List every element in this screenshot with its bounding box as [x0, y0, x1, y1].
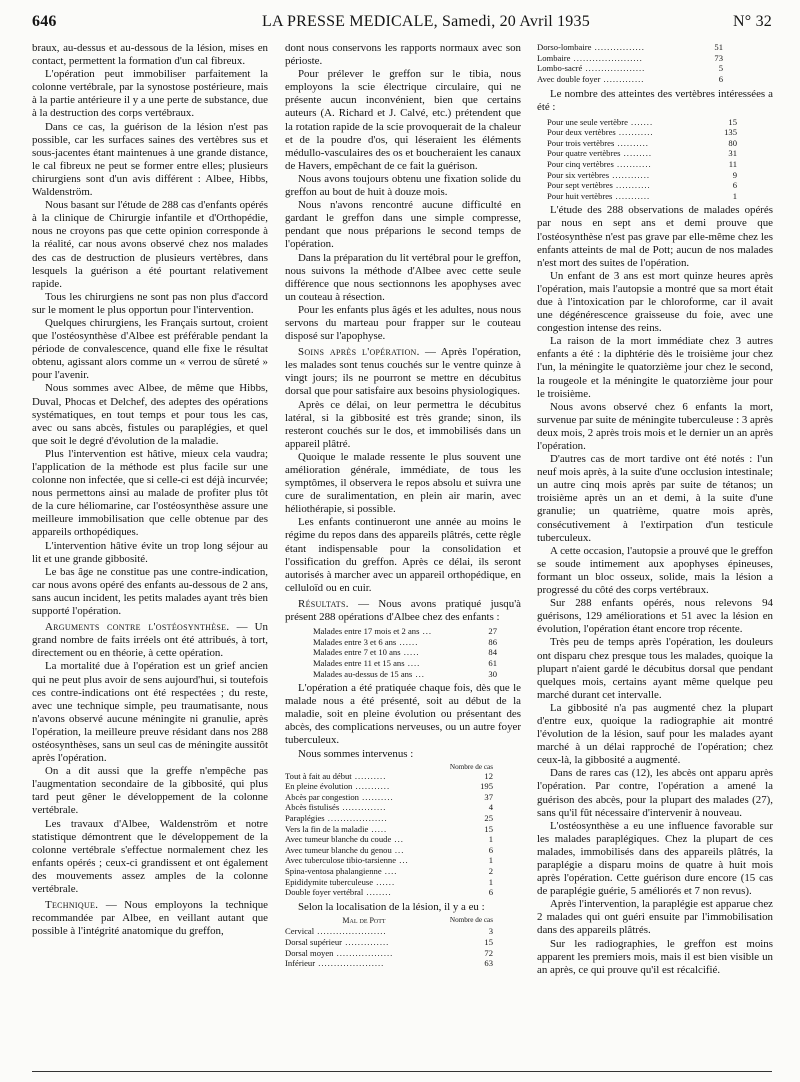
table-row [547, 191, 737, 202]
leader-dots: ...... [373, 876, 396, 887]
table-row [313, 637, 497, 648]
table-cell-value: 84 [488, 647, 497, 658]
table-cell-label [285, 845, 443, 856]
paragraph: Le bas âge ne constitue pas une contre-indication, car nous avons opéré des enfants au-dessous de 2 ans, sans aucun incident, les petits malades ayant très bien supporté l'opération. [32, 565, 268, 618]
table-cell-value: 195 [480, 781, 493, 792]
table-cell-value: 37 [484, 791, 493, 802]
table-header: Nombre de cas [449, 915, 493, 924]
paragraph: Nous sommes intervenus : [298, 747, 414, 760]
paragraph: Dans la préparation du lit vertébral pour le greffon, nous suivons la méthode d'Albee avec cette seule différence que nous sectionnons les apophyses avec un couteau à résection. [285, 251, 521, 303]
table-row [537, 53, 723, 64]
leader-dots: ..... [368, 823, 388, 834]
table-cell-label [313, 626, 485, 637]
row-label: Double foyer vertébral [285, 887, 364, 898]
page-header [32, 13, 772, 33]
table-row [285, 926, 493, 937]
table-cell-label [547, 159, 716, 170]
row-label: Dorsal supérieur [285, 937, 343, 948]
table-cell-value: 3 [488, 926, 493, 937]
table-row [547, 117, 737, 128]
table-cell-label [547, 148, 716, 159]
age-table [313, 626, 497, 679]
row-label: Pour quatre vertèbres [547, 148, 621, 159]
row-label: Pour cinq vertèbres [547, 158, 614, 169]
table-row [285, 802, 493, 813]
localisation-table [285, 916, 493, 969]
row-label: Pour huit vertèbres [547, 190, 613, 201]
row-label: Dorso-lombaire [537, 42, 592, 52]
table-cell-value: 5 [718, 63, 723, 74]
table-cell-value: 72 [484, 947, 493, 958]
table-row [547, 170, 737, 181]
row-label: Dorsal moyen [285, 947, 334, 958]
table-cell-value: 15 [484, 823, 493, 834]
table-cell-label [285, 792, 443, 803]
leader-dots: .............. [339, 802, 387, 813]
row-label: Inférieur [285, 958, 316, 969]
row-label: Pour une seule vertèbre [547, 116, 628, 127]
localisation-table-continued [537, 42, 723, 84]
issue-number: N° 32 [733, 13, 772, 30]
leader-dots: ...................... [570, 52, 643, 63]
paragraph: La gibbosité n'a pas augmenté chez la plupart d'entre eux, quoique la radiographie ait montré l'évolution de la lésion, sauf pour les malades ayant marché à un délai rapproché de l'opération; chez ceux-là, la gibbosité a augmenté. [537, 701, 773, 767]
column-left [32, 42, 268, 938]
table-row [285, 771, 493, 782]
paragraph-text: — Nous avons pratiqué jusqu'à présent 288 opérations d'Albee chez des enfants : [285, 597, 521, 624]
paragraph [32, 899, 268, 938]
paragraph: Après ce délai, on leur permettra le décubitus latéral, si la gibbosité est très grande; sinon, ils resteront couchés sur le dos, et immobilisés dans un appareil plâtré. [285, 398, 521, 450]
leader-dots: ........ [363, 887, 392, 898]
vertebrae-table [547, 117, 737, 202]
table-cell-value: 80 [728, 137, 737, 148]
paragraph: Nous n'avons rencontré aucune difficulté en gardant le greffon dans une simple compresse, pendant que nous préparions le second temps de l'opération. [285, 199, 521, 251]
table-cell-value: 135 [724, 127, 737, 138]
leader-dots: ....... [627, 116, 654, 127]
table-cell-value: 15 [728, 116, 737, 127]
table-row [547, 127, 737, 138]
paragraph: Sur les radiographies, le greffon est moins apparent les premiers mois, mais il est bien visible un an après, ce qui prouve qu'il est récalcifié. [537, 937, 773, 976]
paragraph: Selon la localisation de la lésion, il y a eu : [298, 900, 485, 913]
table-cell-value: 12 [484, 770, 493, 781]
row-label: Avec double foyer [537, 73, 601, 84]
paragraph: Un enfant de 3 ans est mort quinze heures après l'opération, mais l'autopsie a montré que sa mort était due à l'intoxication par le chloroforme, car il avait une dégénérescence graisseuse du foie, avec une congestion intense des reins. [537, 269, 773, 335]
table-row [313, 658, 497, 669]
paragraph: L'opération a été pratiquée chaque fois, dès que le malade nous a été présenté, soit au début de la maladie, soit en pleine évolution ou présentant des abcès, des complications nerveuses, ou un autre foyer tuberculeux. [285, 682, 521, 747]
paragraph-text: — Nous employons la technique recommandée par Albee, en veillant autant que possible à l'intégrité anatomique du greffon, [32, 899, 268, 938]
paragraph: Pour prélever le greffon sur le tibia, nous employons la scie électrique circulaire, qui ne présente aucun inconvénient, bien que certains auteurs (A. Richard et J. Calvé, etc.) prétendent que la rotation rapide de la scie provoquerait de la chaleur et de la poudre d'os, qui léseraient les éléments médullo-vasculaires des os et boucheraient les canaux de Havers, empêchant de ce fait la guérison. [285, 68, 521, 172]
leader-dots: ... [391, 834, 404, 845]
table-cell-value: 6 [488, 887, 493, 898]
table-row [285, 958, 493, 969]
paragraph: La mortalité due à l'opération est un grief ancien qui ne peut plus avoir de sens aujourd'hui, si toutefois ces contre-indications ont été respectées ; du reste, avec une technique simple, peu traumatisante, nous n'avons observé aucune méningite ni granulie, après l'opération, la meilleure preuve résidant dans nos 288 ostéosynthèses, sans un seul cas de méningite aussitôt après l'opération. [32, 660, 268, 765]
table-row [285, 834, 493, 845]
leader-dots: ........... [612, 190, 651, 201]
table-cell-label [285, 866, 443, 877]
table-row [313, 626, 497, 637]
row-label: Pour trois vertèbres [547, 137, 615, 148]
table-cell-value: 86 [488, 636, 497, 647]
leader-dots: ................ [591, 42, 645, 52]
table-cell-label [537, 63, 709, 74]
table-cell-value: 30 [488, 668, 497, 679]
leader-dots: ............ [609, 169, 650, 180]
table-cell-label [537, 53, 709, 64]
leader-dots: ...... [396, 636, 419, 647]
section-heading: Arguments contre l'ostéosynthèse. [45, 621, 230, 634]
paragraph: Sur 288 enfants opérés, nous relevons 94 guérisons, 129 améliorations et 51 avec la lésion en évolution, l'opération étant encore trop récente. [537, 597, 773, 636]
table-cell-label [547, 127, 716, 138]
table-row [313, 647, 497, 658]
paragraph: Nous sommes avec Albee, de même que Hibbs, Duval, Phocas et Delchef, des adeptes des opérations systématiques, en tout temps et pour tous les cas, avec ou sans abcès, fistules ou paraplégies, et quel que soit le degré d'évolution de la maladie. [32, 382, 268, 447]
table-cell-value: 27 [488, 626, 497, 637]
table-cell-label [285, 958, 443, 969]
cases-table [285, 763, 493, 898]
paragraph: Les enfants continueront une année au moins le régime du repos dans des appareils plâtrés, cette règle étant indispensable pour la consolidation et l'ossification du greffon. Après ce délai, ils seront autorisés à marcher avec un appareil orthopédique, en celluloïd ou en cuir. [285, 516, 521, 594]
paragraph [32, 621, 268, 660]
leader-dots: ......... [620, 148, 652, 159]
paragraph: braux, au-dessus et au-dessous de la lésion, mises en contact, permettent la formation d'un cal fibreux. [32, 42, 268, 68]
paragraph: L'étude des 288 observations de malades opérés par nous en sept ans et demi prouve que l'ostéosynthèse n'est pas grave par elle-même chez les enfants atteints de mal de Pott; aucun de nos malades n'est mort des suites de l'opération. [537, 204, 773, 269]
leader-dots: ... [391, 844, 405, 855]
row-label: Malades entre 7 et 10 ans [313, 647, 401, 658]
leader-dots: .... [381, 866, 398, 876]
table-cell-value: 63 [484, 958, 493, 969]
leader-dots: .......... [351, 770, 387, 781]
table-cell-value: 6 [718, 73, 723, 84]
paragraph: A cette occasion, l'autopsie a prouvé que le greffon se soude intimement aux apophyses épineuses, formant un bloc osseux, solide, mais la lésion a progressé du côté des corps vertébraux. [537, 544, 773, 597]
leader-dots: ... [412, 668, 425, 679]
table-header: Mal de Pott [342, 915, 386, 925]
paragraph [285, 598, 521, 624]
leader-dots: .............. [342, 937, 390, 948]
paragraph: Dans de rares cas (12), les abcès ont apparu après l'opération. Par contre, l'opération a amené la guérison des abcès, pour la plupart des malades (27), sans qu'il fût nécessaire d'intervenir à nouveau. [537, 767, 773, 819]
table-row [285, 824, 493, 835]
paragraph: Quelques chirurgiens, les Français surtout, croient que l'ostéosynthèse d'Albee est préférable pendant la période de convalescence, quand elle fixe le résultat obtenu, agissant alors comme un « verrou de sûreté » pour l'avenir. [32, 316, 268, 382]
table-cell-value: 51 [714, 42, 723, 52]
leader-dots: ..................... [315, 958, 385, 969]
table-cell-value: 2 [488, 866, 493, 876]
table-row [547, 138, 737, 149]
row-label: Epididymite tuberculeuse [285, 876, 374, 887]
table-cell-value: 73 [714, 52, 723, 63]
leader-dots: .......... [614, 137, 649, 148]
table-cell-label [285, 802, 443, 813]
table-cell-label [285, 781, 443, 792]
page-number: 646 [32, 13, 57, 30]
table-row [547, 180, 737, 191]
table-row [547, 148, 737, 159]
table-cell-label [285, 824, 443, 835]
leader-dots: .................. [333, 947, 394, 958]
paragraph: Le nombre des atteintes des vertèbres intéressées a été : [537, 88, 773, 114]
row-label: Avec tuberculose tibio-tarsienne [285, 855, 397, 866]
table-row [537, 74, 723, 85]
row-label: Avec tumeur blanche du genou [285, 844, 392, 855]
leader-dots: ........... [612, 180, 651, 191]
paragraph: On a dit aussi que la greffe n'empêche pas l'augmentation secondaire de la gibbosité, qui plus tard peut gêner le développement de la colonne vertébrale. [32, 765, 268, 817]
table-row [285, 813, 493, 824]
paragraph: Nous avons toujours obtenu une fixation solide du greffon au bout de huit à douze mois. [285, 172, 521, 199]
leader-dots: ............. [600, 73, 645, 84]
table-row [285, 887, 493, 898]
column-right [537, 42, 773, 977]
section-heading: Technique. [45, 899, 99, 912]
row-label: Spina-ventosa phalangienne [285, 866, 382, 876]
leader-dots: .... [404, 657, 421, 668]
paragraph: Après l'intervention, la paraplégie est apparue chez 2 malades qui ont guéri ensuite par l'immobilisation dans des appareils plâtrés. [537, 898, 773, 937]
paragraph: Tous les chirurgiens ne sont pas non plus d'accord sur le moment le plus opportun pour l'intervention. [32, 290, 268, 316]
column-middle [285, 42, 521, 972]
table-row [285, 948, 493, 959]
paragraph: dont nous conservons les rapports normaux avec son périoste. [285, 42, 521, 68]
paragraph: L'opération peut immobiliser parfaitement la colonne vertébrale, par la synostose postérieure, mais à la partie antérieure il y a une perte de substance, due à la destruction des corps vertébraux. [32, 68, 268, 120]
table-cell-value: 31 [728, 148, 737, 159]
leader-dots: ........... [352, 781, 391, 792]
table-cell-label [547, 138, 716, 149]
table-row [547, 159, 737, 170]
table-row [285, 845, 493, 856]
table-cell-value: 6 [732, 180, 737, 191]
table-cell-label [313, 669, 485, 680]
table-cell-label [285, 887, 443, 898]
paragraph: Plus l'intervention est hâtive, mieux cela vaudra; l'application de la méthode est plus facile sur une colonne non infectée, que si celle-ci est déjà incurvée; nous permettons ainsi au malade de profiter plus tôt de la cure héliomarine, car l'ostéosynthèse assure une meilleure immobilisation que celle obtenue par des appareils orthopédiques. [32, 447, 268, 539]
table-row [537, 42, 723, 53]
table-cell-label [285, 834, 443, 845]
paragraph: La raison de la mort immédiate chez 3 autres enfants a été : la diphtérie dès le troisième jour chez l'un, la méningite le quatorzième jour chez le second, la rougeole et la méningite le quatorzième jour pour le troisième. [537, 335, 773, 400]
table-cell-value: 1 [488, 855, 493, 866]
table-cell-label [285, 948, 443, 959]
row-label: Lombaire [537, 52, 571, 63]
table-row [285, 855, 493, 866]
table-row [285, 937, 493, 948]
table-cell-label [285, 855, 443, 866]
table-cell-label [547, 170, 716, 181]
table-cell-value: 1 [488, 876, 493, 887]
table-cell-label [547, 180, 716, 191]
row-label: Avec tumeur blanche du coude [285, 834, 392, 845]
table-cell-label [547, 191, 716, 202]
table-cell-value: 1 [488, 834, 493, 845]
row-label: Pour six vertèbres [547, 169, 610, 180]
table-cell-label [285, 926, 443, 937]
table-cell-value: 6 [488, 844, 493, 855]
row-label: Lombo-sacré [537, 63, 583, 74]
table-row [537, 63, 723, 74]
paragraph: Quoique le malade ressente le plus souvent une amélioration générale, immédiate, de tous les symptômes, il observera le repos absolu et suivra une cure de suralimentation, en plein air marin, avec héliothérapie, si possible. [285, 450, 521, 516]
table-cell-value: 9 [732, 169, 737, 180]
leader-dots: ................... [582, 63, 646, 74]
paragraph [285, 346, 521, 398]
leader-dots: ...................... [314, 926, 387, 937]
paragraph: Les travaux d'Albee, Waldenström et notre statistique démontrent que le développement de la colonne vertébrale s'effectue normalement chez les enfants opérés ; ceux-ci grandissent et ont également des mouvements assez amples de la colonne vertébrale. [32, 817, 268, 895]
row-label: Abcès fistulisés [285, 802, 340, 813]
row-label: Malades entre 11 et 15 ans [313, 657, 405, 668]
row-label: Pour deux vertèbres [547, 127, 616, 138]
paragraph: Nous avons observé chez 6 enfants la mort, survenue par suite de méningite tuberculeuse : 3 après deux mois, 2 après trois mois et le dernier un an après l'opération. [537, 400, 773, 452]
leader-dots: ... [419, 626, 433, 637]
journal-title: LA PRESSE MEDICALE, Samedi, 20 Avril 1935 [262, 13, 590, 30]
table-cell-label [537, 74, 709, 85]
paragraph: Dans ce cas, la guérison de la lésion n'est pas possible, car les surfaces saines des vertèbres sus et sous-jacentes étant maintenues à une grande distance, le cal fibreux ne peut se former entre elles; plusieurs chirurgiens sont d'un avis différent : Albee, Hibbs, Waldenström. [32, 120, 268, 199]
leader-dots: ................... [324, 813, 388, 824]
table-row [285, 866, 493, 877]
table-cell-value: 25 [484, 813, 493, 824]
table-cell-value: 4 [488, 802, 493, 813]
table-cell-label [285, 771, 443, 782]
section-heading: Soins après l'opération. [298, 346, 420, 359]
table-header: Nombre de cas [449, 762, 493, 771]
paragraph: Nous basant sur l'étude de 288 cas d'enfants opérés à la clinique de Chirurgie infantile et d'Orthopédie, nous ne croyons pas que cette opinion corresponde à la réalité, car nous avons observé chez nos malades des cas de destruction de plusieurs vertèbres, dans lesquels la guérison a été pourtant relativement rapide. [32, 199, 268, 290]
table-cell-label [537, 42, 709, 53]
table-cell-label [313, 647, 485, 658]
row-label: Vers la fin de la maladie [285, 823, 369, 834]
leader-dots: .......... [358, 791, 394, 802]
leader-dots: ........... [615, 127, 654, 138]
row-label: Malades au-dessus de 15 ans [313, 668, 413, 679]
row-label: Tout à fait au début [285, 770, 352, 781]
table-row [285, 877, 493, 888]
table-row [313, 669, 497, 680]
row-label: Paraplégies [285, 813, 325, 824]
leader-dots: ..... [400, 647, 420, 658]
table-row [285, 792, 493, 803]
row-label: Malades entre 17 mois et 2 ans [313, 626, 420, 637]
table-cell-label [285, 877, 443, 888]
table-cell-label [285, 937, 443, 948]
paragraph: L'intervention hâtive évite un trop long séjour au lit et une grande gibbosité. [32, 539, 268, 565]
paragraph: Pour les enfants plus âgés et les adultes, nous nous servons du marteau pour frapper sur le couteau disposé sur l'apophyse. [285, 303, 521, 343]
section-heading: Résultats. [298, 597, 349, 610]
row-label: En pleine évolution [285, 781, 353, 792]
row-label: Abcès par congestion [285, 791, 359, 802]
table-cell-value: 11 [728, 158, 737, 169]
table-cell-label [313, 637, 485, 648]
bottom-rule [32, 1071, 772, 1072]
table-cell-value: 61 [488, 657, 497, 668]
paragraph: L'ostéosynthèse a eu une influence favorable sur les malades paraplégiques. Chez la plupart de ces malades, immobilisés dans des appareils plâtrés, la paraplégie a disparu moins de quatre à huit mois après l'opération. Cette guérison dure encore (15 cas de paraplégie guérie, 5 améliorés et 7 non revus). [537, 819, 773, 898]
row-label: Malades entre 3 et 6 ans [313, 636, 397, 647]
table-cell-value: 1 [732, 190, 737, 201]
leader-dots: ........... [613, 158, 652, 169]
paragraph: D'autres cas de mort tardive ont été notés : l'un neuf mois après, à la suite d'une occlusion intestinale; un autre cinq mois après par suite de tétanos; un troisième après un an et demi, à la suite d'une granulie; un quatrième, quatre mois après, consécutivement à l'extirpation d'un testicule tuberculeux. [537, 453, 773, 544]
table-cell-value: 15 [484, 937, 493, 948]
paragraph-text: — Après l'opération, les malades sont tenus couchés sur le ventre quinze à vingt jours; ils ne pourront se mettre en décubitus dorsal que pour satisfaire aux besoins physiologiques. [285, 346, 521, 398]
table-cell-label [285, 813, 443, 824]
table-row [285, 781, 493, 792]
paragraph-text: — Un grand nombre de faits irréels ont été attribués, à tort, directement ou en théorie, à cette opération. [32, 621, 268, 660]
paragraph: Très peu de temps après l'opération, les douleurs ont disparu chez presque tous les malades, quoique la plupart n'aient gardé le décubitus dorsal que pendant quelques mois, certains ayant même quelque peu marché durant cet intervalle. [537, 636, 773, 701]
row-label: Cervical [285, 926, 315, 937]
table-cell-label [313, 658, 485, 669]
table-cell-label [547, 117, 716, 128]
row-label: Pour sept vertèbres [547, 180, 613, 191]
leader-dots: ... [396, 855, 409, 866]
